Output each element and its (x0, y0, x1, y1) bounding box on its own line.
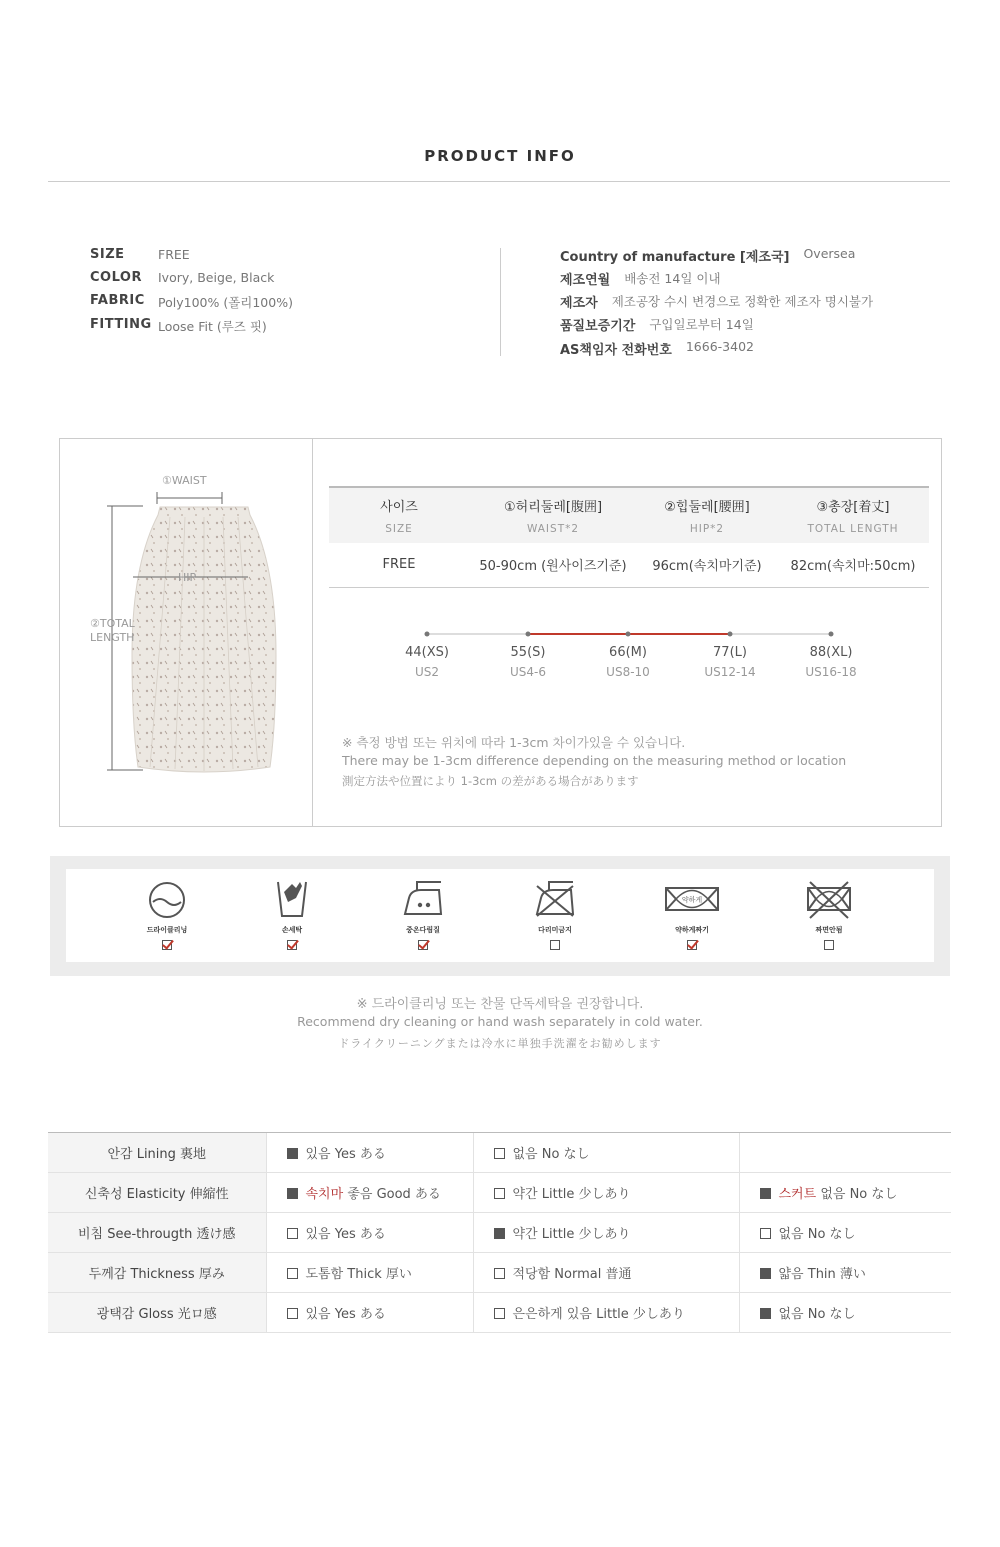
care-label: 약하게짜기 (675, 926, 709, 934)
size-scale (380, 620, 880, 700)
info-key: 품질보증기간 (560, 319, 636, 334)
cell-length: 82cm(속치마:50cm) (777, 543, 929, 587)
info-warranty (560, 315, 754, 334)
info-manufacture-date (560, 269, 721, 288)
scale-dot (829, 632, 834, 637)
subheader-waist: WAIST*2 (526, 523, 580, 535)
spec-value: Loose Fit (루즈 핏) (158, 319, 267, 334)
info-key: 제조연월 (560, 273, 611, 288)
table-row (48, 1293, 951, 1333)
care-dry-clean (122, 878, 212, 954)
square-icon-empty (287, 1228, 298, 1239)
care-checkbox (162, 940, 172, 950)
cell-waist: 50-90cm (원사이즈기준) (469, 543, 637, 587)
table-row (48, 1173, 951, 1213)
info-manufacturer (560, 292, 873, 311)
size-table-header-row (329, 487, 929, 515)
square-icon-empty (287, 1268, 298, 1279)
info-value: 구입일로부터 14일 (649, 317, 754, 332)
property-option (266, 1213, 473, 1253)
property-label: 안감 Lining 裏地 (48, 1133, 266, 1173)
care-checkbox (550, 940, 560, 950)
subheader-hip: HIP*2 (689, 523, 725, 535)
square-icon-empty (494, 1148, 505, 1159)
spec-key: FABRIC (90, 293, 145, 308)
subheader-length: TOTAL LENGTH (807, 523, 899, 535)
square-icon-filled (760, 1188, 771, 1199)
spec-key: SIZE (90, 247, 125, 262)
measure-note-kr: ※ 측정 방법 또는 위치에 따라 1-3cm 차이가있을 수 있습니다. (342, 735, 686, 750)
care-label: 짜면안됨 (815, 926, 843, 934)
info-value: 1666-3402 (685, 339, 754, 354)
info-as-phone (560, 339, 754, 358)
spec-key: COLOR (90, 270, 142, 285)
scale-size-label: 55(S) (510, 645, 546, 660)
spec-key: FITTING (90, 317, 152, 332)
property-option (266, 1173, 473, 1213)
scale-us-label: US2 (414, 665, 440, 679)
header-length: ③총장[着丈] (816, 500, 890, 515)
cell-hip: 96cm(속치마기준) (637, 543, 777, 587)
gentle-wring-icon (662, 878, 722, 920)
care-label: 손세탁 (281, 926, 303, 934)
scale-us-label: US8-10 (606, 665, 650, 679)
square-icon-empty (494, 1268, 505, 1279)
info-value: Oversea (803, 246, 856, 261)
care-iron-medium (378, 878, 468, 954)
option-text: 없음 No なし (512, 1147, 590, 1162)
no-wring-icon (804, 878, 854, 920)
property-option (739, 1173, 951, 1213)
property-option (266, 1293, 473, 1333)
square-icon-empty (494, 1188, 505, 1199)
care-checkbox (687, 940, 697, 950)
property-option-empty (739, 1133, 951, 1173)
property-label: 두께감 Thickness 厚み (48, 1253, 266, 1293)
dry-clean-icon (147, 878, 187, 920)
fabric-properties-table (48, 1132, 951, 1333)
scale-size-label: 66(M) (609, 645, 647, 660)
square-icon-filled (760, 1308, 771, 1319)
table-row (329, 543, 929, 587)
spec-fabric (90, 293, 293, 311)
option-text: 없음 No なし (816, 1187, 898, 1202)
scale-dot (728, 632, 733, 637)
property-option (473, 1133, 739, 1173)
square-icon-filled (287, 1148, 298, 1159)
care-checkbox (287, 940, 297, 950)
info-key: Country of manufacture [제조국] (560, 250, 790, 265)
iron-icon (401, 878, 445, 920)
option-prefix: 스커트 (778, 1187, 817, 1202)
property-label: 비침 See-througth 透け感 (48, 1213, 266, 1253)
waist-label: ①WAIST (162, 474, 207, 487)
scale-us-label: US4-6 (510, 665, 546, 679)
option-text: 없음 No なし (778, 1227, 856, 1242)
option-text: 없음 No なし (778, 1307, 856, 1322)
size-table-subheader-row (329, 515, 929, 543)
spec-value: FREE (158, 247, 190, 262)
property-label: 신축성 Elasticity 伸縮性 (48, 1173, 266, 1213)
scale-size-label: 88(XL) (809, 645, 853, 660)
subheader-size: SIZE (385, 523, 413, 535)
size-table (329, 486, 929, 588)
option-text: 은은하게 있음 Little 少しあり (512, 1307, 685, 1322)
square-icon-empty (760, 1228, 771, 1239)
square-icon-filled (287, 1188, 298, 1199)
care-note-jp: ドライクリーニングまたは冷水に単独手洗濯をお勧めします (338, 1037, 662, 1050)
info-value: 제조공장 수시 변경으로 정확한 제조자 명시불가 (611, 294, 874, 309)
table-row (48, 1213, 951, 1253)
scale-dot (626, 632, 631, 637)
header-hip: ②힙둘레[腰囲] (664, 500, 750, 515)
scale-size-label: 77(L) (713, 645, 747, 660)
spec-fitting (90, 317, 267, 335)
header-size: 사이즈 (380, 500, 418, 515)
option-text: 있음 Yes ある (305, 1147, 386, 1162)
spec-value: Ivory, Beige, Black (158, 270, 275, 285)
property-option (739, 1253, 951, 1293)
page-title: PRODUCT INFO (424, 147, 576, 165)
property-option (473, 1173, 739, 1213)
spec-value: Poly100% (폴리100%) (158, 295, 293, 310)
care-note-kr: ※ 드라이클리닝 또는 찬물 단독세탁을 권장합니다. (356, 997, 644, 1012)
care-label: 드라이클리닝 (146, 926, 188, 934)
square-icon-filled (760, 1268, 771, 1279)
property-option (739, 1213, 951, 1253)
care-checkbox (418, 940, 428, 950)
property-option (266, 1133, 473, 1173)
square-icon-empty (287, 1308, 298, 1319)
property-label: 광택감 Gloss 光ロ感 (48, 1293, 266, 1333)
property-option (473, 1293, 739, 1333)
svg-text:약하게: 약하게 (681, 896, 703, 904)
size-box-divider (312, 438, 313, 827)
total-length-label-2: LENGTH (90, 631, 135, 644)
spec-size (90, 247, 190, 262)
table-row (48, 1253, 951, 1293)
care-hand-wash (247, 878, 337, 954)
title-divider (48, 181, 950, 182)
option-text: 약간 Little 少しあり (512, 1227, 631, 1242)
property-option (739, 1293, 951, 1333)
property-option (266, 1253, 473, 1293)
scale-us-label: US16-18 (805, 665, 857, 679)
square-icon-filled (494, 1228, 505, 1239)
care-note-en: Recommend dry cleaning or hand wash separately in cold water. (297, 1014, 703, 1029)
option-text: 약간 Little 少しあり (512, 1187, 631, 1202)
measure-note-jp: 測定方法や位置により 1-3cm の差がある場合があります (342, 774, 639, 788)
no-iron-icon (533, 878, 577, 920)
care-label: 중온다림질 (406, 926, 440, 934)
care-no-iron (510, 878, 600, 954)
square-icon-empty (494, 1308, 505, 1319)
info-country (560, 246, 855, 265)
option-text: 적당함 Normal 普通 (512, 1267, 632, 1282)
care-gentle-wring (647, 878, 737, 954)
info-key: 제조자 (560, 296, 598, 311)
option-text: 있음 Yes ある (305, 1307, 386, 1322)
property-option (473, 1213, 739, 1253)
total-length-label-1: ②TOTAL (90, 617, 135, 630)
care-checkbox (824, 940, 834, 950)
table-row (48, 1133, 951, 1173)
property-option (473, 1253, 739, 1293)
care-label: 다리미금지 (538, 926, 572, 934)
option-text: 있음 Yes ある (305, 1227, 386, 1242)
option-text: 얇음 Thin 薄い (778, 1267, 866, 1282)
spec-divider (500, 248, 501, 356)
option-prefix: 속치마 (305, 1187, 344, 1202)
scale-dot (526, 632, 531, 637)
scale-us-label: US12-14 (704, 665, 756, 679)
option-text: 도톰함 Thick 厚い (305, 1267, 412, 1282)
info-value: 배송전 14일 이내 (624, 271, 721, 286)
option-text: 좋음 Good ある (343, 1187, 441, 1202)
hand-wash-icon (272, 878, 312, 920)
spec-color (90, 270, 274, 285)
scale-size-label: 44(XS) (405, 645, 449, 660)
header-waist: ①허리둘레[腹囲] (503, 500, 603, 515)
care-no-wring (784, 878, 874, 954)
cell-size: FREE (329, 543, 469, 587)
info-key: AS책임자 전화번호 (560, 343, 672, 358)
measure-note-en: There may be 1-3cm difference depending on the measuring method or location (342, 753, 847, 768)
scale-dot (425, 632, 430, 637)
hip-label: HIP (178, 571, 197, 584)
